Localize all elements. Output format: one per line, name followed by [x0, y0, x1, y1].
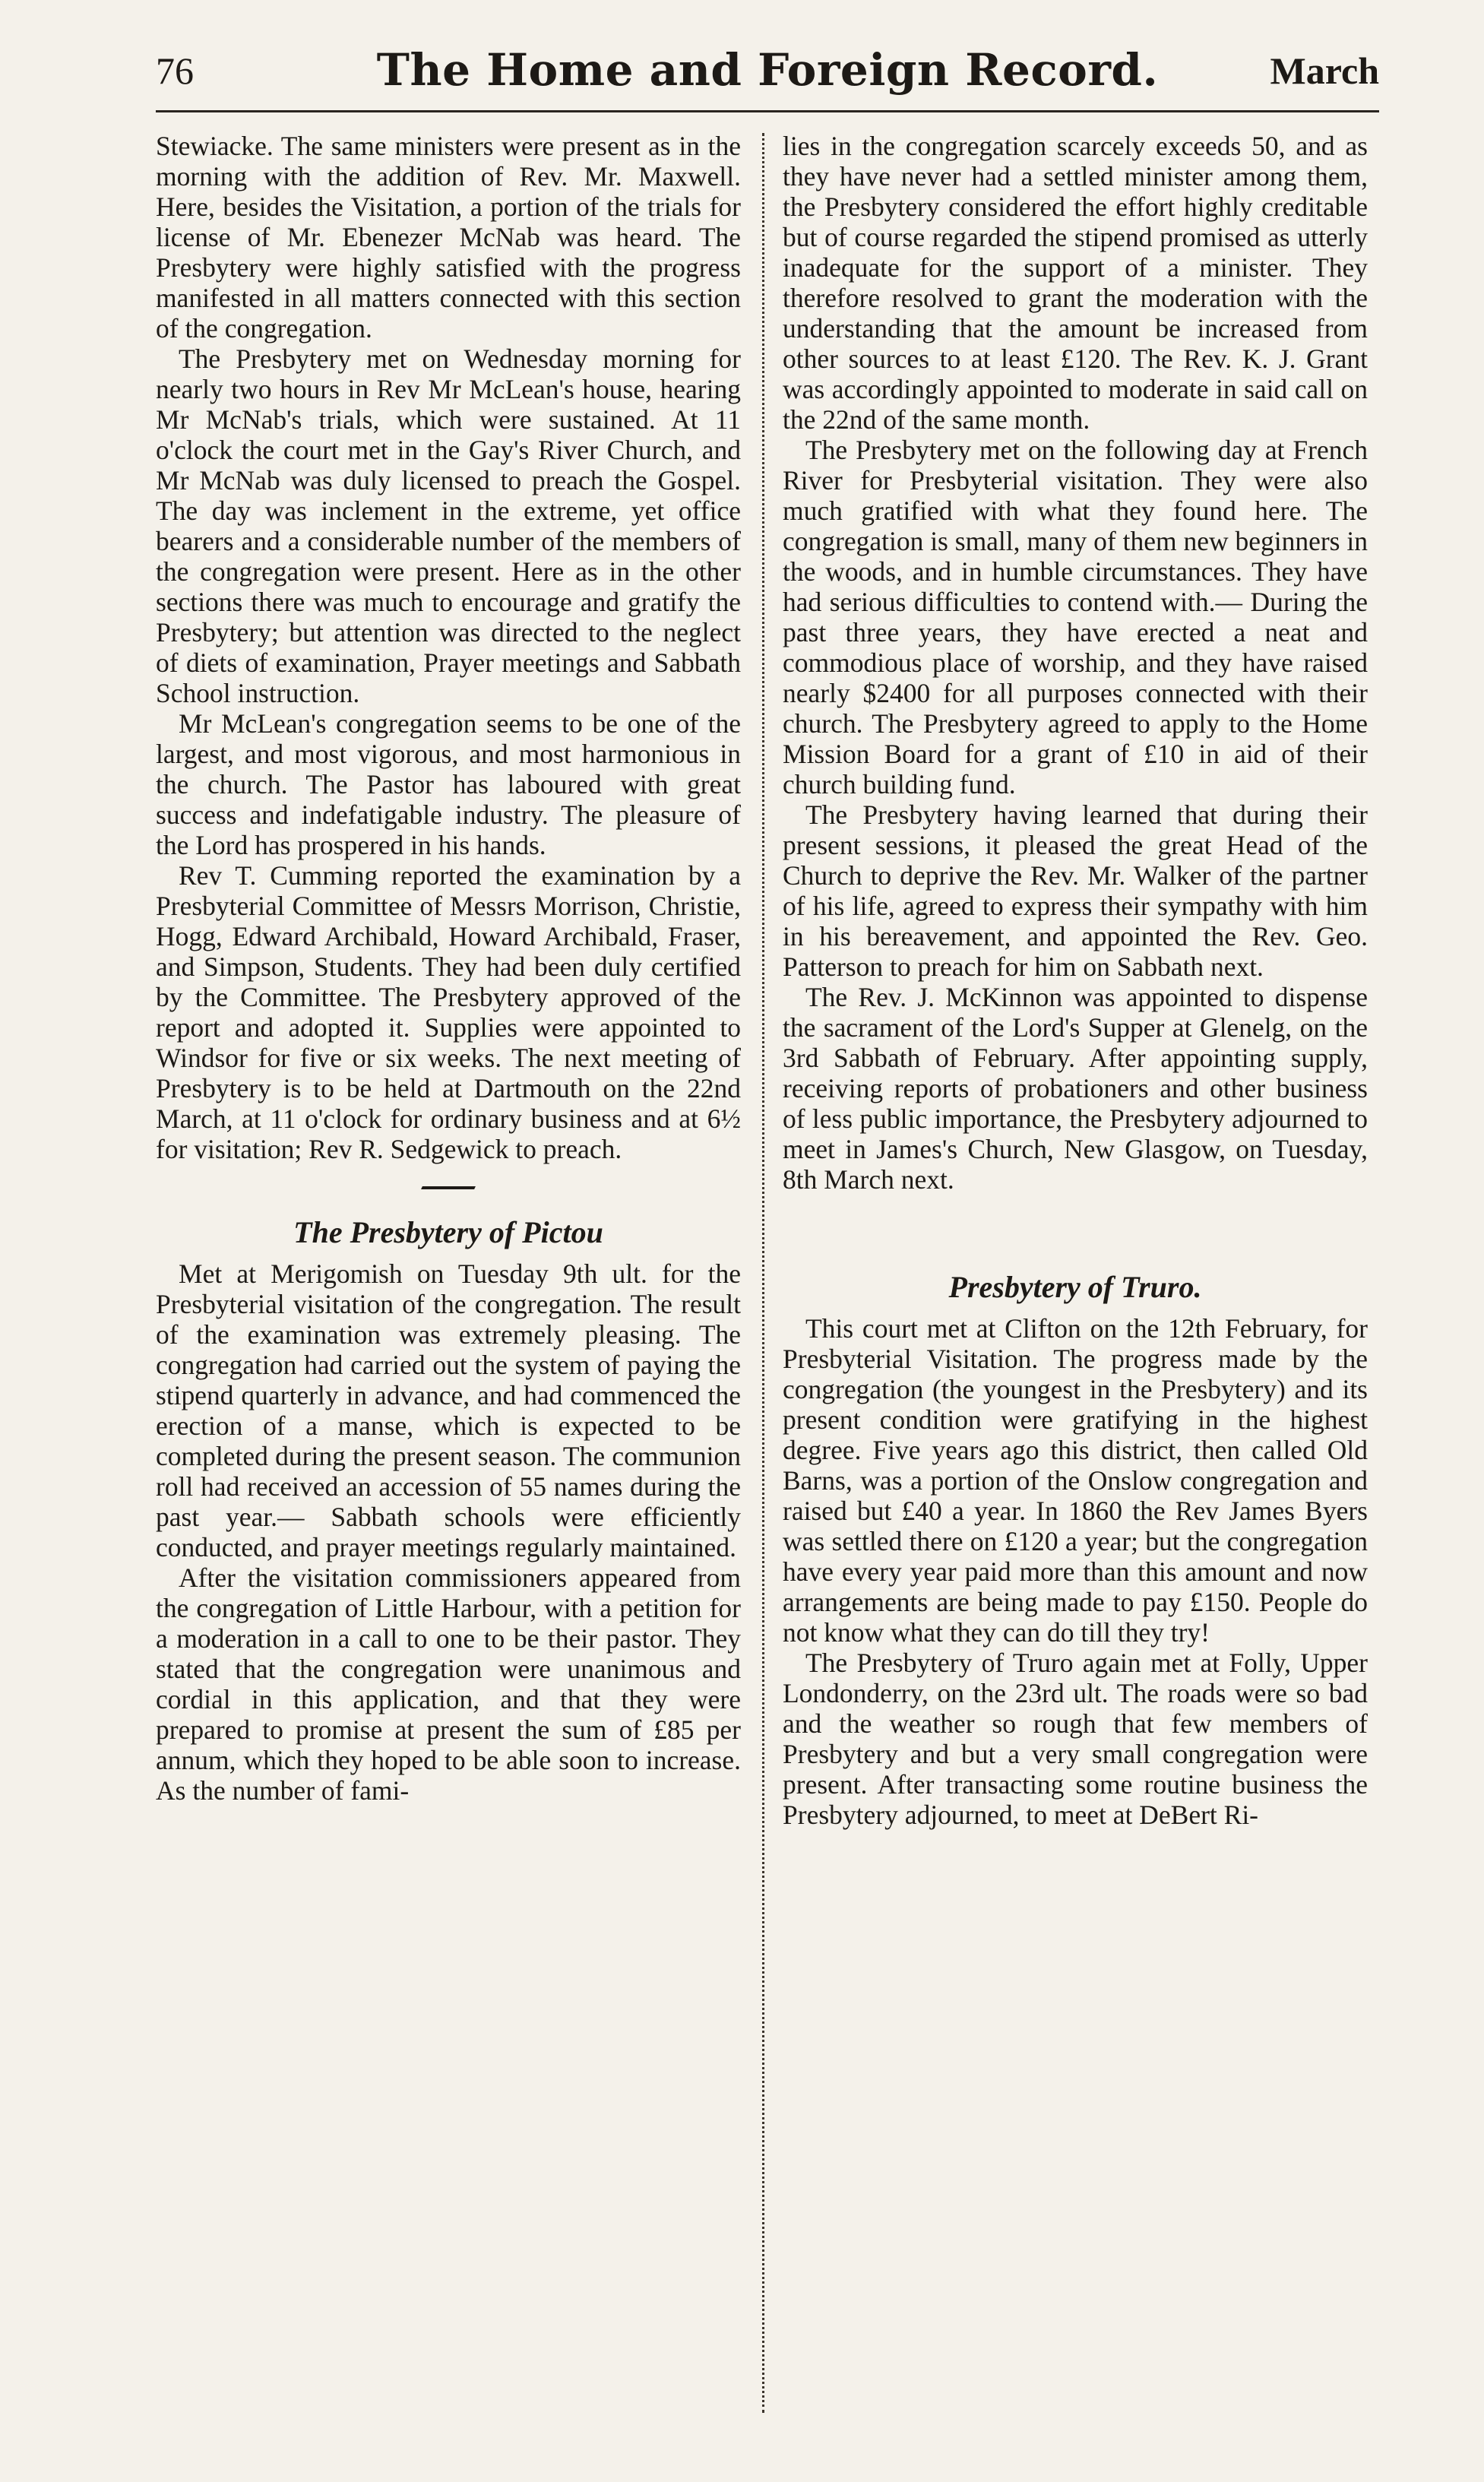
- paragraph: Stewiacke. The same ministers were present as in the morning with the addition of Rev. Mr. Maxwell. Here, besides the Visitation, a portion of the trials for license of Mr. Ebenezer McNab was heard. The Presbytery were highly satisfied with the progress manifested in all matters connected with this section of the congregation.: [156, 131, 741, 343]
- section-divider: [156, 1179, 741, 1193]
- paragraph: The Presbytery of Truro again met at Folly, Upper Londonderry, on the 23rd ult. The roads were so bad and the weather so rough that few members of Presbytery and but a very small congregation were present. After transacting some routine business the Presbytery adjourned, to meet at DeBert Ri-: [783, 1648, 1368, 1830]
- paragraph: Mr McLean's congregation seems to be one of the largest, and most vigorous, and most harmonious in the church. The Pastor has laboured with great success and indefatigable industry. The pleasure of the Lord has prospered in his hands.: [156, 708, 741, 860]
- spacer: [783, 1195, 1368, 1252]
- left-column: [156, 131, 741, 1806]
- paragraph: The Rev. J. McKinnon was appointed to dispense the sacrament of the Lord's Supper at Glenelg, on the 3rd Sabbath of February. After appointing supply, receiving reports of probationers and other business of less public importance, the Presbytery adjourned to meet in James's Church, New Glasgow, on Tuesday, 8th March next.: [783, 982, 1368, 1195]
- section-heading: Presbytery of Truro.: [948, 1270, 1202, 1304]
- publication-title: The Home and Foreign Record.: [376, 44, 1159, 96]
- paragraph: Met at Merigomish on Tuesday 9th ult. for the Presbyterial visitation of the congregation. The result of the examination was extremely pleasing. The congregation had carried out the system of paying the stipend quarterly in advance, and had commenced the erection of a manse, which is expected to be completed during the present season. The communion roll had received an accession of 55 names during the past year.— Sabbath schools were efficiently conducted, and prayer meetings regularly maintained.: [156, 1258, 741, 1562]
- right-column: [783, 131, 1368, 1830]
- issue-month: March: [1270, 49, 1379, 92]
- column-separator: [762, 133, 764, 2413]
- page-number: 76: [156, 49, 194, 92]
- paragraph: Rev T. Cumming reported the examination by a Presbyterial Committee of Messrs Morrison, Christie, Hogg, Edward Archibald, Howard Archibald, Fraser, and Simpson, Students. They had been duly certified by the Committee. The Presbytery approved of the report and adopted it. Supplies were appointed to Windsor for five or six weeks. The next meeting of Presbytery is to be held at Dartmouth on the 22nd March, at 11 o'clock for ordinary business and at 6½ for visitation; Rev R. Sedgewick to preach.: [156, 860, 741, 1164]
- paragraph: This court met at Clifton on the 12th February, for Presbyterial Visitation. The progress made by the congregation (the youngest in the Presbytery) and its present condition were gratifying in the highest degree. Five years ago this district, then called Old Barns, was a portion of the Onslow congregation and raised but £40 a year. In 1860 the Rev James Byers was settled there on £120 a year; but the congregation have every year paid more than this amount and now arrangements are being made to pay £150. People do not know what they can do till they try!: [783, 1313, 1368, 1648]
- paragraph: After the visitation commissioners appeared from the congregation of Little Harbour, with a petition for a moderation in a call to one to be their pastor. They stated that the congregation were unanimous and cordial in this application, and that they were prepared to promise at present the sum of £85 per annum, which they hoped to be able soon to increase. As the number of fami-: [156, 1562, 741, 1806]
- section-heading: The Presbytery of Pictou: [293, 1215, 603, 1249]
- paragraph: The Presbytery met on Wednesday morning for nearly two hours in Rev Mr McLean's house, hearing Mr McNab's trials, which were sustained. At 11 o'clock the court met in the Gay's River Church, and Mr McNab was duly licensed to preach the Gospel. The day was inclement in the extreme, yet office bearers and a considerable number of the members of the congregation were present. Here as in the other sections there was much to encourage and gratify the Presbytery; but attention was directed to the neglect of diets of examination, Prayer meetings and Sabbath School instruction.: [156, 343, 741, 708]
- paragraph: The Presbytery having learned that during their present sessions, it pleased the great Head of the Church to deprive the Rev. Mr. Walker of the partner of his life, agreed to express their sympathy with him in his bereavement, and appointed the Rev. Geo. Patterson to preach for him on Sabbath next.: [783, 799, 1368, 982]
- page-header: [156, 44, 1379, 105]
- paragraph: lies in the congregation scarcely exceeds 50, and as they have never had a settled minister among them, the Presbytery considered the effort highly creditable but of course regarded the stipend promised as utterly inadequate for the support of a minister. They therefore resolved to grant the moderation with the understanding that the amount be increased from other sources to at least £120. The Rev. K. J. Grant was accordingly appointed to moderate in said call on the 22nd of the same month.: [783, 131, 1368, 435]
- header-rule: [156, 110, 1379, 112]
- paragraph: The Presbytery met on the following day at French River for Presbyterial visitation. They were also much gratified with what they found here. The congregation is small, many of them new beginners in the woods, and in humble circumstances. They have had serious difficulties to contend with.— During the past three years, they have erected a neat and commodious place of worship, and they have raised nearly $2400 for all purposes connected with their church. The Presbytery agreed to apply to the Home Mission Board for a grant of £10 in aid of their church building fund.: [783, 435, 1368, 799]
